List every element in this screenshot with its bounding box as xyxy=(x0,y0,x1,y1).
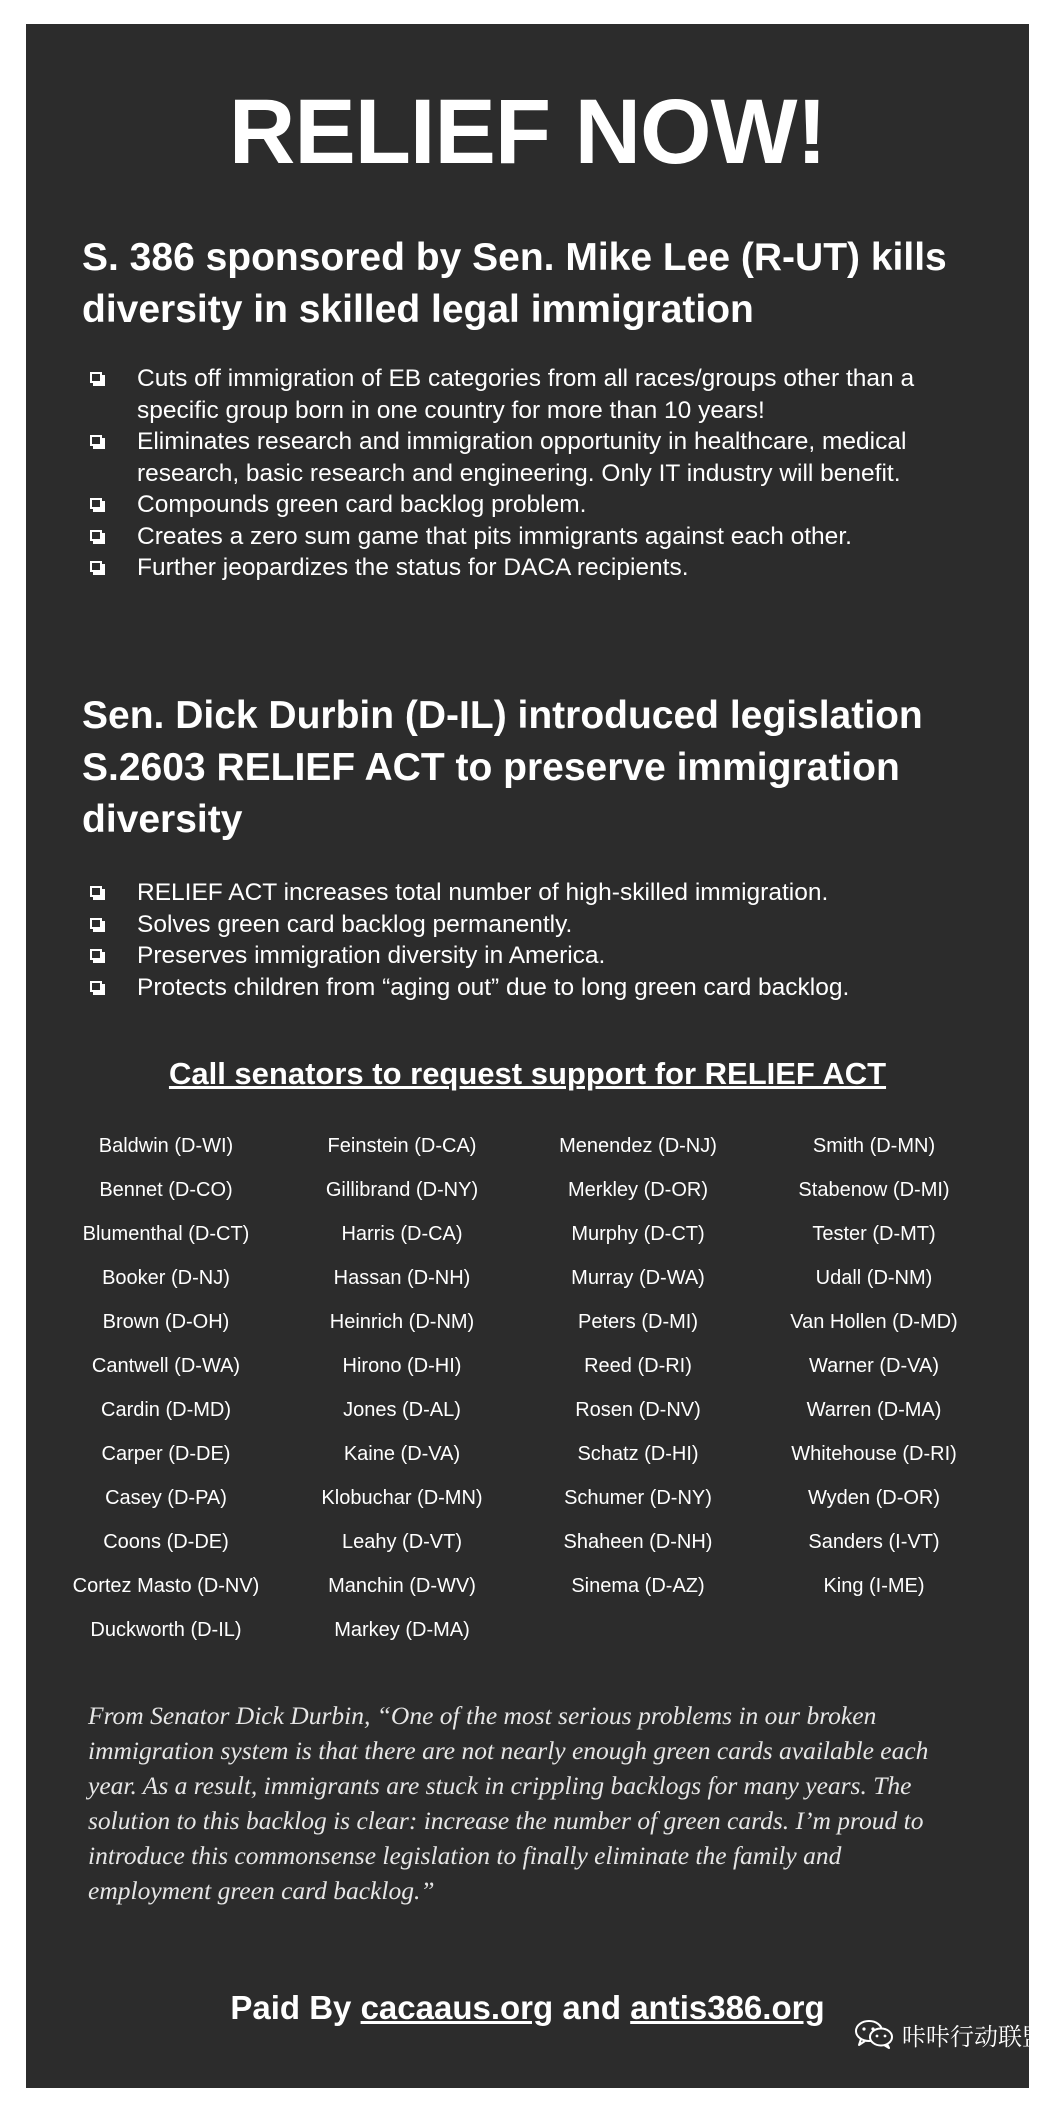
senator-name: Smith (D-MN) xyxy=(812,1135,936,1157)
senator-name: Tester (D-MT) xyxy=(812,1223,936,1245)
senator-name: Klobuchar (D-MN) xyxy=(321,1487,483,1509)
senator-name: Shaheen (D-NH) xyxy=(563,1531,713,1553)
senator-name: Bennet (D-CO) xyxy=(99,1179,233,1201)
senator-name: Carper (D-DE) xyxy=(101,1443,231,1465)
senator-name: Brown (D-OH) xyxy=(102,1311,230,1333)
list-item: Solves green card backlog permanently. xyxy=(82,909,982,941)
list-item: Protects children from “aging out” due to long green card backlog. xyxy=(82,972,982,1004)
paid-by-label: Paid By xyxy=(230,1989,352,2026)
checkbox-bullet-icon xyxy=(90,530,102,541)
senator-name: Menendez (D-NJ) xyxy=(559,1135,717,1157)
antis386-link[interactable]: antis386.org xyxy=(630,1989,825,2026)
senator-name: Reed (D-RI) xyxy=(584,1355,692,1377)
list-item: Compounds green card backlog problem. xyxy=(82,489,982,521)
senator-name: Stabenow (D-MI) xyxy=(798,1179,950,1201)
senator-name: Van Hollen (D-MD) xyxy=(790,1311,958,1333)
durbin-quote: From Senator Dick Durbin, “One of the most serious problems in our broken immigration system is that there are not nearly enough green cards available each year. As a result, immigrants are stuck in crippling backlogs for many years. The solution to this backlog is clear: increase the number of green cards. I’m proud to introduce this commonsense legislation to finally eliminate the family and employment green card backlog.” xyxy=(88,1701,929,1905)
senator-name: Gillibrand (D-NY) xyxy=(325,1179,479,1201)
poster-title: RELIEF NOW! xyxy=(228,81,827,183)
senator-name: Sinema (D-AZ) xyxy=(571,1575,705,1597)
senator-name: Casey (D-PA) xyxy=(105,1487,227,1509)
wechat-icon xyxy=(854,2019,894,2049)
senator-name: Merkley (D-OR) xyxy=(568,1179,708,1201)
senator-name: Harris (D-CA) xyxy=(341,1223,463,1245)
senator-name: Murray (D-WA) xyxy=(571,1267,705,1289)
checkbox-bullet-icon xyxy=(90,886,102,897)
senator-name: Coons (D-DE) xyxy=(103,1531,229,1553)
poster xyxy=(26,24,1029,2088)
checkbox-bullet-icon xyxy=(90,561,102,572)
senator-name: King (I-ME) xyxy=(823,1575,925,1597)
senator-name: Rosen (D-NV) xyxy=(575,1399,701,1421)
checkbox-bullet-icon xyxy=(90,981,102,992)
senator-name: Cantwell (D-WA) xyxy=(91,1355,241,1377)
senator-name: Markey (D-MA) xyxy=(334,1619,470,1641)
senator-name: Hassan (D-NH) xyxy=(333,1267,471,1289)
senator-name: Whitehouse (D-RI) xyxy=(791,1443,957,1465)
senator-name: Feinstein (D-CA) xyxy=(327,1135,477,1157)
senator-list xyxy=(48,1130,992,1658)
senator-name: Cortez Masto (D-NV) xyxy=(72,1575,260,1597)
senator-name: Jones (D-AL) xyxy=(343,1399,461,1421)
senator-name: Udall (D-NM) xyxy=(815,1267,933,1289)
senator-name xyxy=(520,1614,756,1658)
section1-heading: S. 386 sponsored by Sen. Mike Lee (R-UT) kills diversity in skilled legal immigration xyxy=(82,236,947,331)
section1-bullet-list xyxy=(82,363,982,584)
checkbox-bullet-icon xyxy=(90,918,102,929)
section2-bullet-list xyxy=(82,877,982,1003)
senator-name: Schumer (D-NY) xyxy=(564,1487,712,1509)
senator-name: Murphy (D-CT) xyxy=(571,1223,705,1245)
paid-by-conjunction: and xyxy=(562,1989,622,2026)
list-item: Creates a zero sum game that pits immigrants against each other. xyxy=(82,521,982,553)
senator-name: Warner (D-VA) xyxy=(809,1355,939,1377)
section2-heading: Sen. Dick Durbin (D-IL) introduced legislation S.2603 RELIEF ACT to preserve immigration diversity xyxy=(82,694,923,841)
senator-name: Peters (D-MI) xyxy=(578,1311,698,1333)
checkbox-bullet-icon xyxy=(90,949,102,960)
list-item: RELIEF ACT increases total number of high-skilled immigration. xyxy=(82,877,982,909)
wechat-watermark xyxy=(854,2016,1046,2052)
list-item: Further jeopardizes the status for DACA recipients. xyxy=(82,552,982,584)
list-item: Eliminates research and immigration opportunity in healthcare, medical research, basic research and engineering. Only IT industry will benefit. xyxy=(82,426,982,489)
senator-name: Warren (D-MA) xyxy=(806,1399,942,1421)
senator-name: Cardin (D-MD) xyxy=(101,1399,231,1421)
senator-name: Kaine (D-VA) xyxy=(343,1443,461,1465)
senator-name: Manchin (D-WV) xyxy=(328,1575,476,1597)
senator-name: Blumenthal (D-CT) xyxy=(82,1223,250,1245)
senator-name: Leahy (D-VT) xyxy=(341,1531,463,1553)
watermark-text: 咔咔行动联盟 xyxy=(902,2023,1046,2051)
call-to-action-heading: Call senators to request support for RELIEF ACT xyxy=(168,1056,887,1091)
checkbox-bullet-icon xyxy=(90,435,102,446)
senator-name: Wyden (D-OR) xyxy=(807,1487,941,1509)
list-item: Cuts off immigration of EB categories from all races/groups other than a specific group born in one country for more than 10 years! xyxy=(82,363,982,426)
senator-name: Heinrich (D-NM) xyxy=(329,1311,475,1333)
senator-name: Schatz (D-HI) xyxy=(577,1443,699,1465)
checkbox-bullet-icon xyxy=(90,372,102,383)
senator-name: Hirono (D-HI) xyxy=(342,1355,462,1377)
checkbox-bullet-icon xyxy=(90,498,102,509)
list-item: Preserves immigration diversity in America. xyxy=(82,940,982,972)
senator-name: Booker (D-NJ) xyxy=(102,1267,230,1289)
senator-name: Sanders (I-VT) xyxy=(808,1531,940,1553)
senator-name: Duckworth (D-IL) xyxy=(90,1619,242,1641)
senator-name xyxy=(756,1614,992,1658)
senator-name: Baldwin (D-WI) xyxy=(98,1135,234,1157)
cacaaus-link[interactable]: cacaaus.org xyxy=(360,1989,554,2026)
